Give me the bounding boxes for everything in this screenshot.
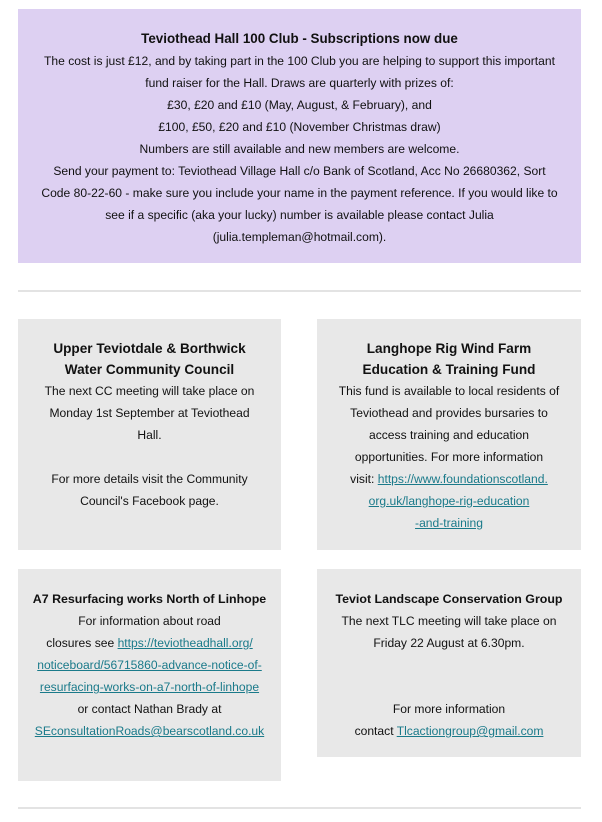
card-text: This fund is available to local residents of bbox=[338, 384, 560, 398]
banner-line: see if a specific (aka your lucky) number is available please contact Julia bbox=[105, 208, 494, 222]
card-heading: Upper Teviotdale & Borthwick bbox=[53, 341, 246, 356]
card-text: Hall. bbox=[137, 428, 162, 442]
resurfacing-notice-link[interactable]: resurfacing-works-on-a7-north-of-linhope bbox=[39, 680, 260, 694]
community-council-card bbox=[18, 319, 281, 550]
banner-line: Send your payment to: Teviothead Village Hall c/o Bank of Scotland, Acc No 26680362, Sort bbox=[53, 164, 546, 178]
tlc-card bbox=[317, 569, 581, 757]
card-text: The next CC meeting will take place on bbox=[44, 384, 255, 398]
card-text: Monday 1st September at Teviothead bbox=[49, 406, 250, 420]
card-text: opportunities. For more information bbox=[354, 450, 544, 464]
closures-label: closures see bbox=[46, 636, 118, 650]
card-heading: Water Community Council bbox=[64, 362, 235, 377]
card-heading: Langhope Rig Wind Farm bbox=[366, 341, 532, 356]
visit-label: visit: bbox=[350, 472, 378, 486]
card-text bbox=[325, 512, 573, 534]
bear-scotland-email-link[interactable]: SEconsultationRoads@bearscotland.co.uk bbox=[34, 724, 265, 738]
tlc-email-link[interactable]: Tlcactiongroup@gmail.com bbox=[396, 724, 544, 738]
card-text bbox=[22, 632, 277, 654]
a7-resurfacing-card bbox=[18, 569, 281, 781]
divider bbox=[18, 290, 581, 292]
card-text bbox=[22, 676, 277, 698]
divider bbox=[18, 807, 581, 809]
banner-title: Teviothead Hall 100 Club - Subscriptions now due bbox=[141, 31, 458, 46]
banner-line: £30, £20 and £10 (May, August, & February), and bbox=[167, 98, 432, 112]
card-text: The next TLC meeting will take place on bbox=[341, 614, 557, 628]
foundation-scotland-link[interactable]: org.uk/langhope-rig-education bbox=[368, 494, 530, 508]
card-text: For more details visit the Community bbox=[51, 472, 248, 486]
card-text bbox=[325, 468, 573, 490]
banner-line: The cost is just £12, and by taking part in the 100 Club you are helping to support this important bbox=[44, 54, 555, 68]
card-text bbox=[325, 490, 573, 512]
card-text bbox=[22, 654, 277, 676]
card-text: For more information bbox=[392, 702, 506, 716]
card-text: Friday 22 August at 6.30pm. bbox=[373, 636, 525, 650]
card-text: For information about road bbox=[78, 614, 221, 628]
hundred-club-banner bbox=[18, 9, 581, 263]
resurfacing-notice-link[interactable]: https://teviotheadhall.org/ bbox=[117, 636, 253, 650]
banner-line: (julia.templeman@hotmail.com). bbox=[212, 230, 387, 244]
foundation-scotland-link[interactable]: https://www.foundationscotland. bbox=[377, 472, 548, 486]
wind-farm-fund-card bbox=[317, 319, 581, 550]
banner-line: fund raiser for the Hall. Draws are quarterly with prizes of: bbox=[145, 76, 454, 90]
banner-line: £100, £50, £20 and £10 (November Christmas draw) bbox=[158, 120, 441, 134]
card-text bbox=[22, 720, 277, 742]
card-text bbox=[325, 720, 573, 742]
banner-line: Code 80-22-60 - make sure you include your name in the payment reference. If you would like to bbox=[41, 186, 558, 200]
banner-line: Numbers are still available and new members are welcome. bbox=[139, 142, 460, 156]
foundation-scotland-link[interactable]: -and-training bbox=[415, 516, 483, 530]
resurfacing-notice-link[interactable]: noticeboard/56715860-advance-notice-of- bbox=[37, 658, 262, 672]
card-text: access training and education bbox=[368, 428, 529, 442]
card-text: Teviothead and provides bursaries to bbox=[350, 406, 548, 420]
card-text: Council's Facebook page. bbox=[80, 494, 219, 508]
card-heading: A7 Resurfacing works North of Linhope bbox=[32, 592, 267, 606]
card-text: or contact Nathan Brady at bbox=[77, 702, 222, 716]
contact-label: contact bbox=[354, 724, 397, 738]
card-heading: Teviot Landscape Conservation Group bbox=[335, 592, 563, 606]
card-heading: Education & Training Fund bbox=[362, 362, 536, 377]
